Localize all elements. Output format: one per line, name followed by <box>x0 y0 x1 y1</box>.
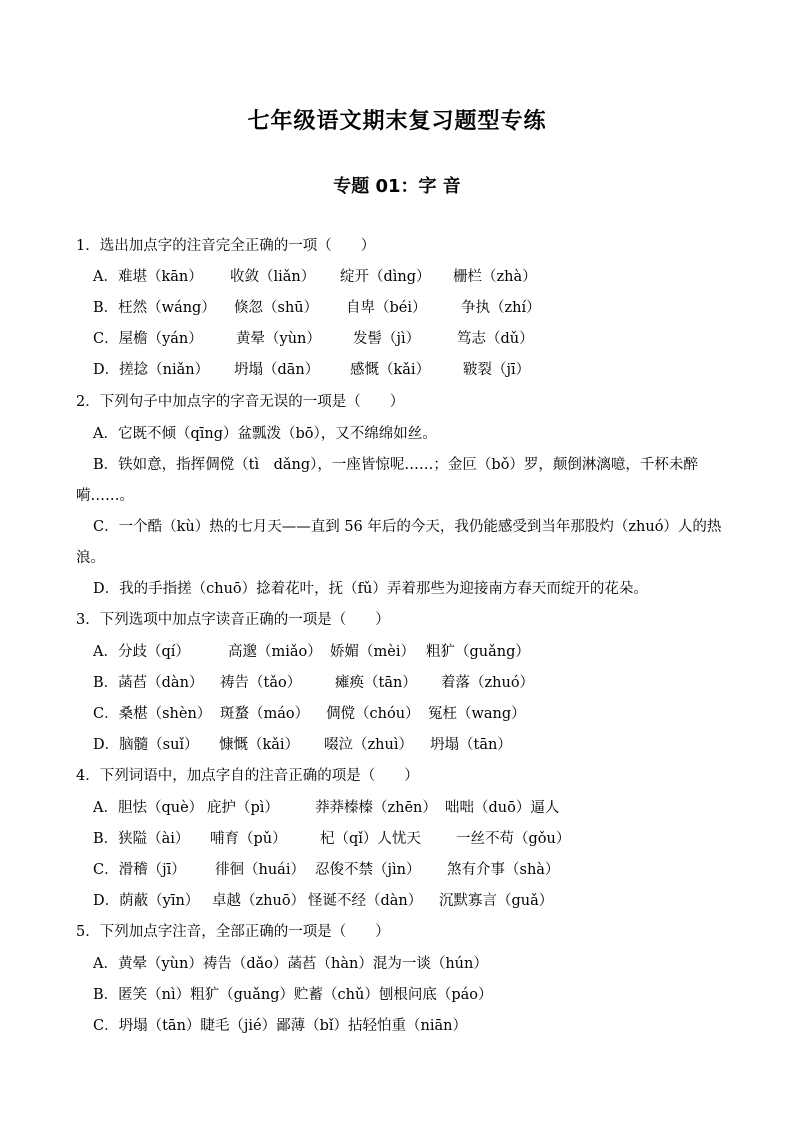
q1-option-c-3: 发髻（jì） <box>353 331 421 347</box>
q4-option-a-2: 庇护（pì） <box>207 800 279 816</box>
q1-option-b-3: 自卑（béi） <box>346 300 427 316</box>
q3-option-b-2: 祷告（tǎo） <box>220 675 302 691</box>
q1-option-d-1: D．搓捻（niǎn） <box>93 362 210 378</box>
question-5-stem: 5．下列加点字注音，全部正确的一项是（ ） <box>76 924 390 940</box>
q3-option-b-3: 瘫痪（tān） <box>335 675 417 691</box>
q1-option-a-2: 收敛（liǎn） <box>230 269 316 285</box>
q1-option-b-1: B．枉然（wáng） <box>93 300 216 316</box>
q1-option-c-1: C．屋檐（yán） <box>93 331 203 347</box>
q3-option-a-2: 高邈（miǎo） <box>228 644 322 660</box>
question-1-stem: 1．选出加点字的注音完全正确的一项（ ） <box>76 238 376 254</box>
q2-option-a: A．它既不倾（qīng）盆瓢泼（bō），又不绵绵如丝。 <box>93 426 437 442</box>
q1-option-d-3: 感慨（kǎi） <box>350 362 431 378</box>
q4-option-d-3: 怪诞不经（dàn） <box>308 893 423 909</box>
q3-option-c-2: 斑蝥（máo） <box>220 706 310 722</box>
q4-option-a-3: 莽莽榛榛（zhēn） <box>315 800 437 816</box>
q4-option-b-4: 一丝不苟（gǒu） <box>456 831 571 847</box>
page-subtitle: 专题 01：字 音 <box>333 176 461 197</box>
q3-option-b-4: 着落（zhuó） <box>441 675 535 691</box>
q3-option-d-1: D．脑髓（suǐ） <box>93 737 199 753</box>
q3-option-d-3: 啜泣（zhuì） <box>324 737 413 753</box>
q5-option-b: B．匿笑（nì）粗犷（guǎng）贮蓄（chǔ）刨根问底（páo） <box>93 987 493 1003</box>
q1-option-d-4: 皲裂（jī） <box>463 362 531 378</box>
q4-option-b-1: B．狭隘（ài） <box>93 831 190 847</box>
q1-option-a-1: A．难堪（kān） <box>93 269 203 285</box>
page-title: 七年级语文期末复习题型专练 <box>247 109 547 134</box>
q3-option-d-2: 慷慨（kǎi） <box>219 737 300 753</box>
q3-option-b-1: B．菡萏（dàn） <box>93 675 204 691</box>
q2-option-c-line2: 浪。 <box>76 550 105 566</box>
q1-option-b-2: 倏忽（shū） <box>234 300 319 316</box>
q4-option-b-3: 杞（qǐ）人忧天 <box>320 831 421 847</box>
q4-option-a-4: 咄咄（duō）逼人 <box>445 800 560 816</box>
q1-option-c-2: 黄晕（yùn） <box>236 331 321 347</box>
q3-option-a-3: 娇媚（mèi） <box>330 644 415 660</box>
q4-option-d-4: 沉默寡言（guǎ） <box>439 893 554 909</box>
q3-option-c-1: C．桑椹（shèn） <box>93 706 212 722</box>
q3-option-a-4: 粗犷（guǎng） <box>426 644 530 660</box>
q4-option-c-3: 忍俊不禁（jìn） <box>315 862 421 878</box>
q4-option-d-2: 卓越（zhuō） <box>212 893 306 909</box>
q3-option-d-4: 坍塌（tān） <box>430 737 512 753</box>
question-2-stem: 2．下列句子中加点字的字音无误的一项是（ ） <box>76 394 405 410</box>
q1-option-a-3: 绽开（dìng） <box>340 269 431 285</box>
q2-option-d: D．我的手指搓（chuō）捻着花叶，抚（fǔ）弄着那些为迎接南方春天而绽开的花朵。 <box>93 581 648 597</box>
q1-option-a-4: 栅栏（zhà） <box>453 269 537 285</box>
q1-option-b-4: 争执（zhí） <box>461 300 541 316</box>
q3-option-c-4: 冤枉（wang） <box>428 706 526 722</box>
q2-option-b-line2: 嗬……。 <box>76 488 134 504</box>
question-4-stem: 4．下列词语中，加点字自的注音正确的项是（ ） <box>76 768 419 784</box>
question-3-stem: 3．下列选项中加点字读音正确的一项是（ ） <box>76 612 390 628</box>
q4-option-b-2: 哺育（pǔ） <box>210 831 287 847</box>
q3-option-c-3: 倜傥（chóu） <box>326 706 420 722</box>
q4-option-a-1: A．胆怯（què） <box>93 800 204 816</box>
q1-option-c-4: 笃志（dǔ） <box>457 331 534 347</box>
q2-option-b-line1: B．铁如意，指挥倜傥（tì dǎng），一座皆惊呢……；金叵（bǒ）罗，颠倒淋漓噫，千杯未醉 <box>93 457 698 473</box>
q5-option-c: C．坍塌（tān）睫毛（jié）鄙薄（bǐ）拈轻怕重（niān） <box>93 1018 467 1034</box>
q4-option-c-4: 煞有介事（shà） <box>447 862 560 878</box>
q4-option-c-2: 徘徊（huái） <box>215 862 305 878</box>
q4-option-d-1: D．荫蔽（yīn） <box>93 893 200 909</box>
q5-option-a: A．黄晕（yùn）祷告（dǎo）菡萏（hàn）混为一谈（hún） <box>93 956 488 972</box>
q2-option-c-line1: C．一个酷（kù）热的七月天——直到 56 年后的今天，我仍能感受到当年那股灼（zhuó）人的热 <box>93 519 722 535</box>
q4-option-c-1: C．滑稽（jī） <box>93 862 186 878</box>
q1-option-d-2: 坍塌（dān） <box>234 362 320 378</box>
q3-option-a-1: A．分歧（qí） <box>93 644 190 660</box>
